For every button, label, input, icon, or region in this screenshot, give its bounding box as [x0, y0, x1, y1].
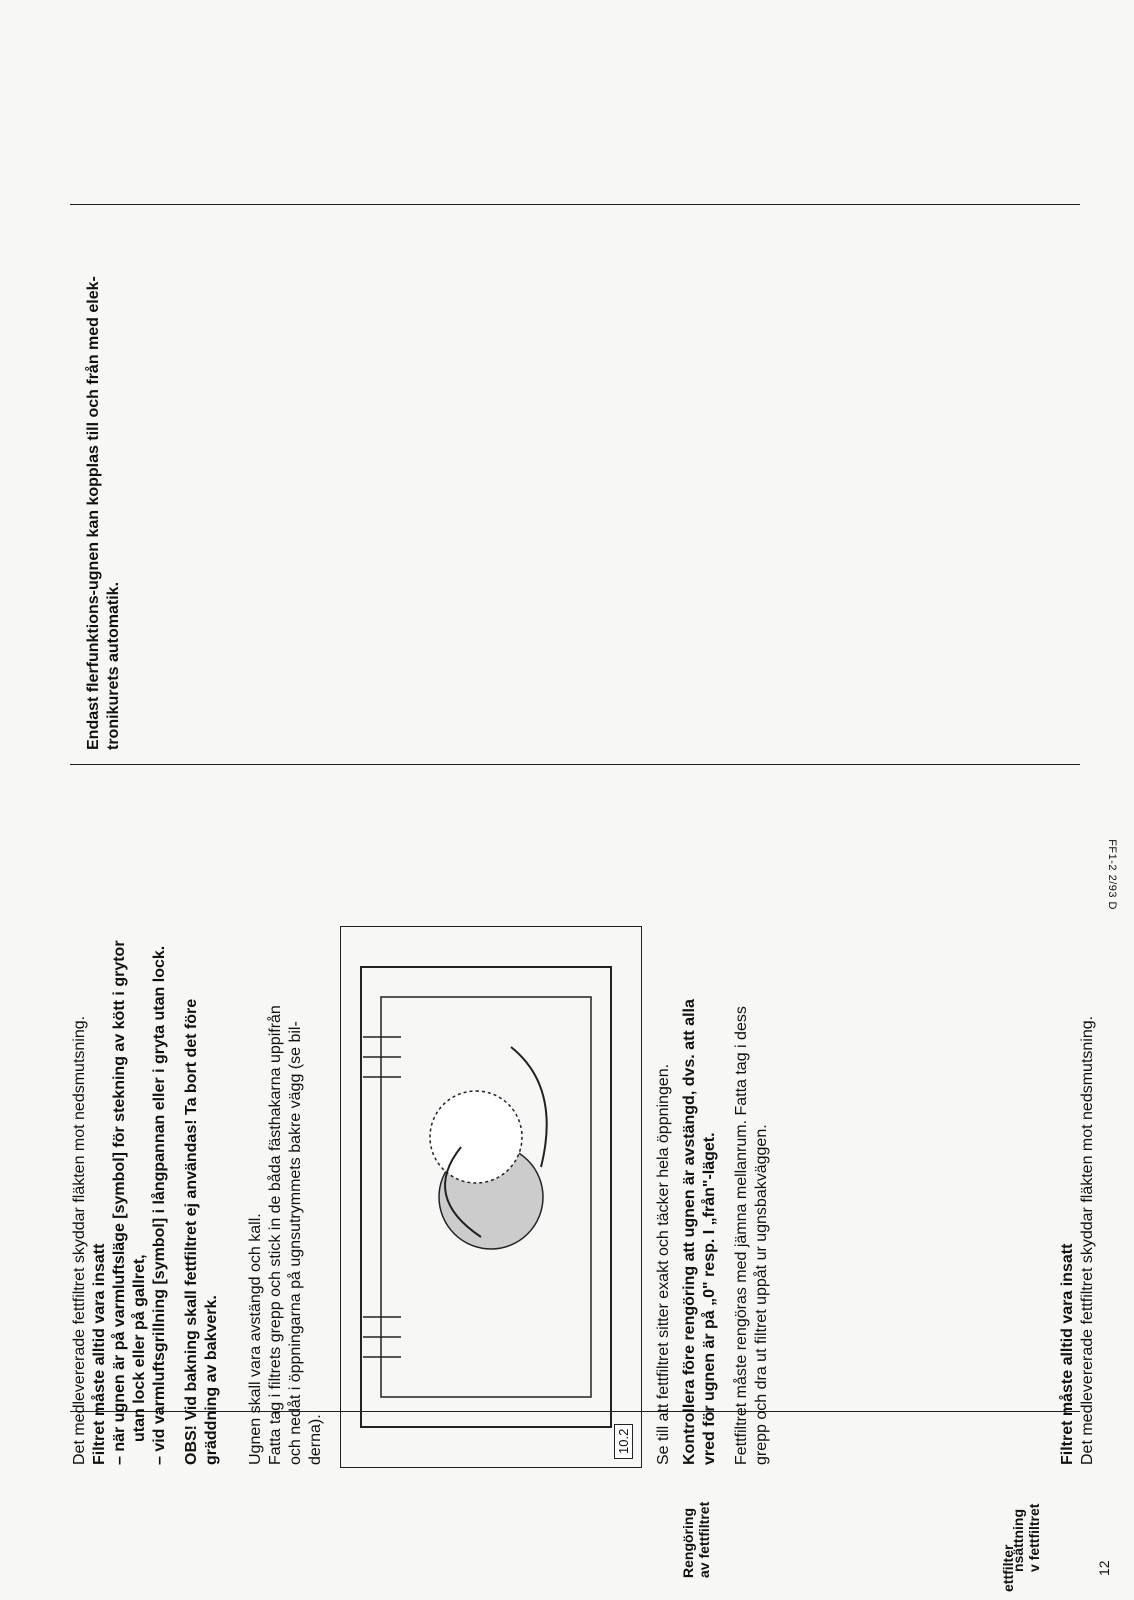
figure-filter-insertion: [340, 926, 642, 1468]
heading-rengoring-line-1: Rengöring: [680, 1508, 696, 1578]
oven-insertion-illustration: [341, 927, 641, 1467]
fettfilter-line-5: – vid varmluftsgrillning [symbol] i långpannan eller i gryta utan lock.: [151, 945, 168, 1465]
insattning-line-2: Fatta tag i filtrets grepp och stick in de båda fästhakarna uppifrån: [267, 1005, 284, 1465]
insattning-after-figure: Se till att fettfiltret sitter exakt och täcker hela öppningen.: [655, 1063, 672, 1465]
heading-fettfilter: ettfilter: [1000, 1544, 1016, 1592]
fettfilter-line-2: Filtret måste alltid vara insatt: [91, 1243, 108, 1465]
right-intro-line-1: Endast flerfunktions-ugnen kan kopplas till och från med elek-: [85, 276, 102, 750]
right-intro: [84, 210, 124, 750]
form-code-left: FF1-2 2/93 D: [1106, 839, 1118, 910]
fettfilter-obs-2: gräddning av bakverk.: [203, 1295, 220, 1465]
heading-rengoring-line-2: av fettfiltret: [696, 1501, 713, 1578]
fettfilter-line-1: Det medlevererade fettfiltret skyddar fläkten mot nedsmutsning.: [71, 1015, 88, 1465]
heading-insattning: [1010, 1432, 1042, 1572]
insattning-line-3: och nedåt i öppningarna på ugnsutrymmets bakre vägg (se bil-: [287, 1021, 304, 1465]
right-page-left-rule: [70, 764, 1080, 765]
figure-label-10-2: 10.2: [614, 1424, 633, 1459]
right-page-right-rule: [70, 204, 1080, 205]
heading-insattning-line-2: v fettfiltret: [1026, 1503, 1043, 1572]
rengoring-line-1: Kontrollera före rengöring att ugnen är avstängd, dvs. att alla: [681, 999, 698, 1465]
insattning-line-1: Ugnen skall vara avstängd och kall.: [247, 1213, 264, 1465]
right-intro-line-2: tronikurets automatik.: [105, 581, 122, 750]
rengoring-line-3: Fettfiltret måste rengöras med jämna mellanrum. Fatta tag i dess: [733, 1006, 750, 1465]
heading-insattning-line-1: nsättning: [1010, 1509, 1026, 1572]
rengoring-line-4: grepp och dra ut filtret uppåt ur ugnsbakväggen.: [753, 1124, 770, 1465]
fettfilter-line-3: – när ugnen är på varmluftsläge [symbol] för stekning av kött i grytor: [111, 940, 128, 1465]
insattning-text: [246, 815, 326, 1465]
rengoring-text: [680, 815, 772, 1465]
fettfilter-obs-1: OBS! Vid bakning skall fettfiltret ej användas! Ta bort det före: [183, 998, 200, 1465]
rengoring-line-2: vred för ugnen är på „0" resp. I „från"-läget.: [701, 1132, 718, 1465]
insattning-line-4: derna).: [307, 1414, 324, 1465]
fettfilter-rule-line: Filtret måste alltid vara insatt: [1059, 1243, 1076, 1465]
fettfilter-line-4: utan lock eller på gallret,: [131, 1254, 148, 1442]
page-number-12: 12: [1096, 1560, 1112, 1576]
fettfilter-intro: Det medlevererade fettfiltret skyddar fläkten mot nedsmutsning.: [1079, 1015, 1096, 1465]
